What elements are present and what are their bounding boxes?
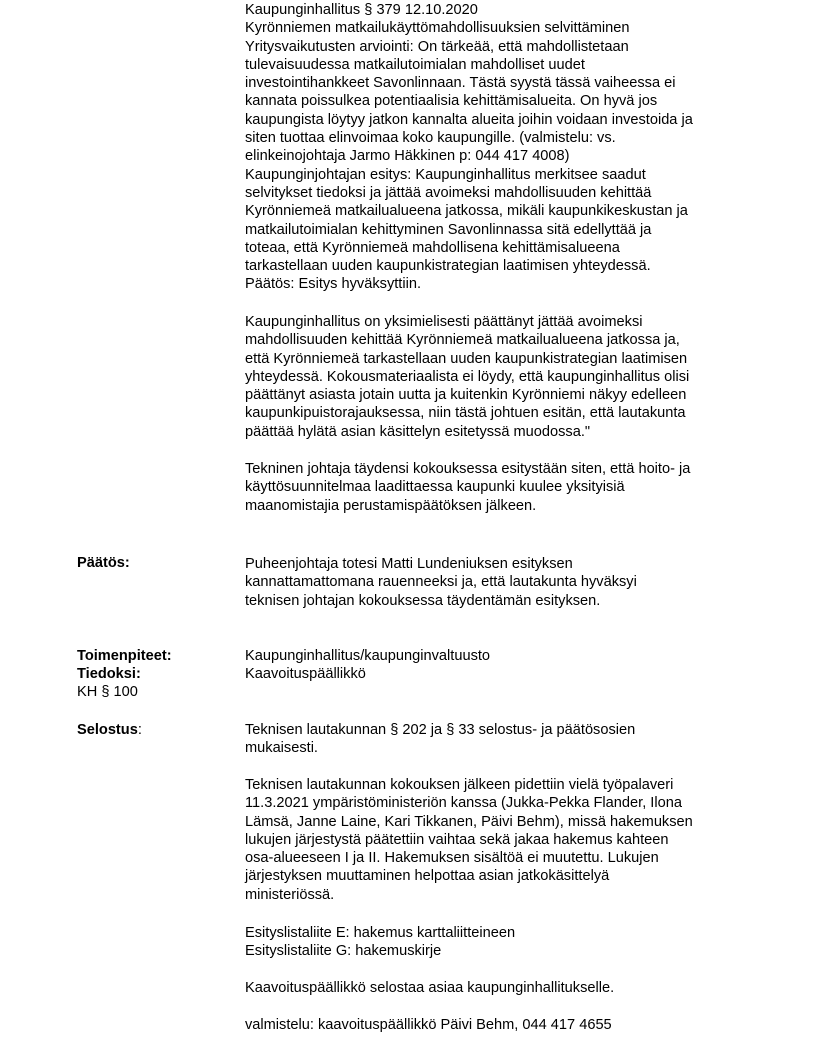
selostus-label [77,721,142,739]
text-line: toteaa, että Kyrönniemeä mahdollisena kehittämisalueena [245,239,620,256]
tiedoksi-label: Tiedoksi: [77,666,141,682]
text-line: päättää hylätä asian käsittelyn esitetyssä muodossa." [245,423,591,440]
selostus-attachments [245,924,745,961]
text-line: investointihankkeet Savonlinnaan. Tästä syystä tässä vaiheessa ei [245,75,676,92]
toimenpiteet-text: Kaupunginhallitus/kaupunginvaltuusto [245,648,491,664]
text-line: kannattamattomana rauenneeksi ja, että lautakunta hyväksyi [245,574,637,591]
text-line: Kyrönniemen matkailukäyttömahdollisuuksien selvittäminen [245,20,630,37]
text-line: tarkastellaan uuden kaupunkistrategian laatimisen yhteydessä. [245,258,651,275]
paatos-text [245,555,745,610]
text-line: Puheenjohtaja totesi Matti Lundeniuksen esityksen [245,556,573,572]
tekninen-johtaja-paragraph [245,460,745,515]
text-line: siten tuottaa elinvoimaa koko kaupungille. (valmistelu: vs. [245,130,616,147]
attachment-item: Esityslistaliite G: hakemuskirje [245,943,442,960]
toimenpiteet-value [245,647,745,684]
text-line: päättänyt asiasta jotain uutta ja kuitenkin Kyrönniemi näkyy edelleen [245,387,687,404]
text-line: käyttösuunnitelmaa laadittaessa kaupunki kuulee yksityisiä [245,479,625,496]
text-line: Tekninen johtaja täydensi kokouksessa esitystään siten, että hoito- ja [245,461,691,477]
text-line: mukaisesti. [245,740,318,757]
text-line: kaupungista löytyy jatkon kannalta alueita joihin voidaan investoida ja [245,111,693,128]
text-line: selvitykset tiedoksi ja jättää avoimeksi mahdollisuuden kehittää [245,184,652,201]
paatos-label: Päätös: [77,555,130,571]
text-line: Kaupunginjohtajan esitys: Kaupunginhallitus merkitsee saadut [245,166,646,183]
text-line: Kaupunginhallitus § 379 12.10.2020 [245,2,478,18]
text-line: järjestyksen muuttaminen helpottaa asian jatkokäsittelyä [245,868,610,885]
text-line: osa-alueeseen I ja II. Hakemuksen sisältöä ei muutettu. Lukujen [245,850,659,867]
text-line: Lämsä, Janne Laine, Kari Tikkanen, Päivi Behm), missä hakemuksen [245,813,693,830]
text-line: Teknisen lautakunnan § 202 ja § 33 selostus- ja päätösosien [245,722,636,738]
attachment-item: Esityslistaliite E: hakemus karttaliitteineen [245,925,516,941]
selostus-preparation [245,1016,745,1034]
text-line: että Kyrönniemeä tarkastellaan uuden kaupunkistrategian laatimisen [245,350,688,367]
text-line: Kyrönniemeä matkailualueena jatkossa, mikäli kaupunkikeskustan ja [245,203,688,220]
kaupunginhallitus-paragraph [245,313,745,441]
selostus-meeting-paragraph [245,776,745,904]
text-line: Kaupunginhallitus on yksimielisesti päättänyt jättää avoimeksi [245,314,643,330]
intro-paragraph [245,1,745,294]
tiedoksi-text: Kaavoituspäällikkö [245,666,366,683]
text-line: mahdollisuuden kehittää Kyrönniemeä matkailualueena jatkossa ja, [245,332,680,349]
text-line: Kaavoituspäällikkö selostaa asiaa kaupunginhallitukselle. [245,980,615,996]
text-line: kannata poissulkea potentiaalisia kehittämisalueita. On hyvä jos [245,93,658,110]
text-line: tulevaisuudessa matkailutoimialan mahdolliset uudet [245,56,585,73]
text-line: maanomistajia perustamispäätöksen jälkeen. [245,497,537,514]
selostus-label-text: Selostus [77,722,138,738]
toimenpiteet-label: Toimenpiteet: [77,648,172,664]
text-line: matkailutoimialan kehittyminen Savonlinnassa sitä edellyttää ja [245,221,652,238]
text-line: Teknisen lautakunnan kokouksen jälkeen pidettiin vielä työpalaveri [245,777,674,793]
selostus-intro [245,721,745,758]
text-line: lukujen järjestystä päätettiin vaihtaa sekä jakaa hakemus kahteen [245,831,669,848]
selostus-label-colon: : [137,722,142,738]
selostus-presenter [245,979,745,997]
text-line: 11.3.2021 ympäristöministeriön kanssa (Jukka-Pekka Flander, Ilona [245,795,682,812]
kh-reference: KH § 100 [77,684,138,700]
text-line: kaupunkipuistorajauksessa, niin tästä johtuen esitän, että lautakunta [245,405,686,422]
text-line: elinkeinojohtaja Jarmo Häkkinen p: 044 417 4008) [245,148,570,165]
text-line: ministeriössä. [245,886,335,903]
text-line: yhteydessä. Kokousmateriaalista ei löydy, että kaupunginhallitus olisi [245,368,690,385]
text-line: teknisen johtajan kokouksessa täydentämän esityksen. [245,592,601,609]
text-line: Yritysvaikutusten arviointi: On tärkeää, että mahdollistetaan [245,38,629,55]
text-line: Päätös: Esitys hyväksyttiin. [245,276,422,293]
text-line: valmistelu: kaavoituspäällikkö Päivi Behm, 044 417 4655 [245,1017,612,1033]
